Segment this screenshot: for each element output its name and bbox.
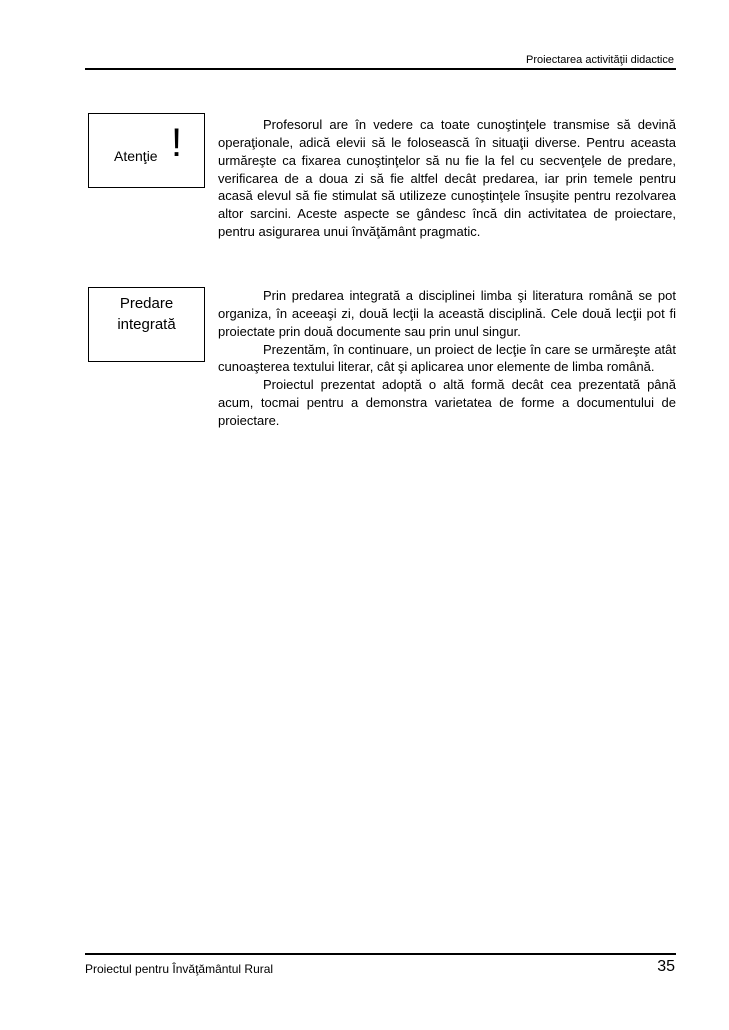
attention-label: Atenţie <box>114 148 158 164</box>
integrated-teaching-box <box>88 287 205 362</box>
paragraph: Proiectul prezentat adoptă o altă formă decât cea prezentată până acum, tocmai pentru a demonstra varietatea de forme a documentului de proiectare. <box>218 377 676 428</box>
running-header-title: Proiectarea activităţii didactice <box>526 54 674 66</box>
attention-text-block <box>218 116 676 241</box>
footer-title: Proiectul pentru Învăţământul Rural <box>85 962 274 976</box>
integrated-teaching-label-line2: integrată <box>117 316 176 333</box>
header-divider <box>85 68 676 70</box>
integrated-teaching-label <box>89 293 204 335</box>
paragraph: Prin predarea integrată a disciplinei limba şi literatura română se pot organiza, în aceeaşi zi, două lecţii la această disciplină. Cele două lecţii pot fi proiectate prin două documente sau prin unul singur. <box>218 288 676 339</box>
attention-box <box>88 113 205 188</box>
integrated-teaching-text-block <box>218 287 676 430</box>
paragraph: Profesorul are în vedere ca toate cunoştinţele transmise să devină operaţionale, adică elevii să le folosească în situaţii diverse. Pentru aceasta urmăreşte ca fixarea cunoştinţelor să nu fie la fel cu secvenţele de predare, verificarea de a doua zi să fie altfel decât predarea, iar prin temele pentru acasă elevul să fie stimulat să utilizeze cunoştinţele însuşite pentru rezolvarea altor sarcini. Aceste aspecte se gândesc încă din activitatea de proiectare, pentru asigurarea unui învăţământ pragmatic. <box>218 117 676 240</box>
integrated-teaching-label-line1: Predare <box>119 295 174 312</box>
footer-divider <box>85 953 676 955</box>
paragraph: Prezentăm, în continuare, un proiect de lecţie în care se urmăreşte atât cunoaşterea textului literar, cât şi aplicarea unor elemente de limba română. <box>218 341 676 375</box>
page-number: 35 <box>657 958 675 975</box>
exclamation-icon: ! <box>171 121 183 165</box>
